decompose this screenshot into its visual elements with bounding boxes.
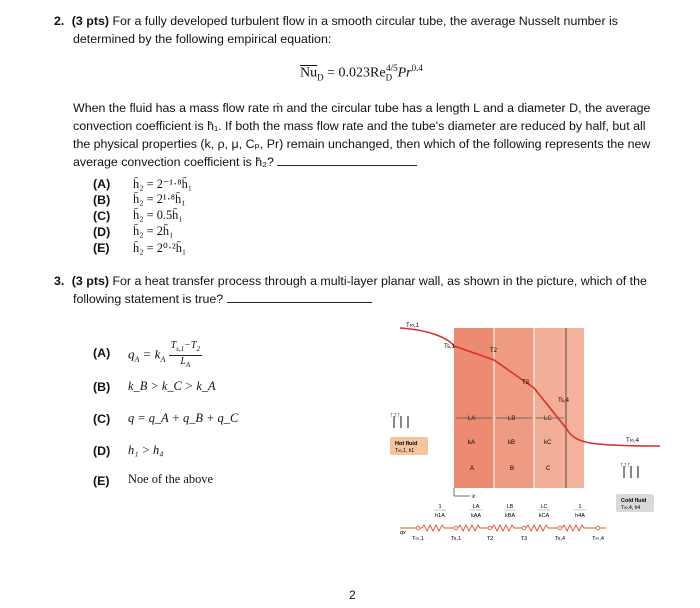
q2-points: (3 pts) [71,14,109,28]
question-2 [54,12,674,48]
q2-body-line1: When the fluid has a mass flow rate ṁ and the circular tube has a length L and a diameter D, the average [73,101,651,115]
label-t-inf4: T∞,4 [626,438,639,444]
q3-option-a-label: (A) [93,346,111,360]
svg-text:h4A: h4A [575,513,585,519]
label-kb: kB [508,440,516,446]
q2-number: 2. [54,14,65,28]
label-lc: LC [544,416,552,422]
hot-fluid-label: Hot fluid [395,441,418,447]
q3-option-c-label: (C) [93,412,111,426]
thermal-circuit [400,525,606,531]
q2-body-line2: convection coefficient is h̄₁. If both the mass flow rate and the tube's diameter are reduced by half, but all [73,119,646,133]
layer-b [494,328,534,488]
q3-stem-line1: For a heat transfer process through a multi-layer planar wall, as shown in the picture, which of the [112,274,647,288]
layer-b-letter: B [510,466,515,472]
q3-option-b: k_B > k_C > k_A [128,379,216,393]
layer-c-letter: C [546,466,551,472]
q3-option-d-label: (D) [93,444,111,458]
q2-option-a-label: (A) [93,177,111,191]
label-ka: kA [468,440,476,446]
x-axis-label: x [472,494,475,500]
q2-equation: $\overline{Nu}_D = 0.023Re_D^{4/5}Pr^{0.4}$ [300,63,423,83]
q3-stem-line2: following statement is true? [73,292,227,306]
label-la: LA [468,416,476,422]
svg-text:1: 1 [578,504,582,510]
q2-stem-line1: For a fully developed turbulent flow in a smooth circular tube, the average Nusselt number is [112,14,618,28]
q2-stem-line2: determined by the following empirical equation: [73,32,332,46]
label-ts1: Ts,1 [444,344,456,350]
q2-option-c-label: (C) [93,209,111,223]
q3-number: 3. [54,274,65,288]
layer-a [454,328,494,488]
svg-text:T∞,1: T∞,1 [412,536,424,542]
q3-option-c: q = q_A + q_B + q_C [128,411,239,425]
circuit-q-label: qx [400,530,406,536]
q3-option-d: h₁ > h₄ [128,443,164,457]
label-t-inf1: T∞,1 [406,323,419,329]
question-3 [54,272,674,308]
q3-option-e: Noe of the above [128,472,213,486]
q2-body [73,99,673,171]
cold-fluid-sub: T∞,4, h4 [621,505,641,511]
hot-fluid-arrowheads: ↑↑↑ [390,412,401,419]
svg-text:T2: T2 [486,536,494,542]
svg-text:Ts,1: Ts,1 [450,536,462,542]
q2-option-b: h̄₂ = 2¹·⁸h̄₁ [133,192,186,206]
svg-text:kAA: kAA [470,513,482,519]
resistance-labels [435,504,585,519]
q3-option-b-label: (B) [93,380,111,394]
hot-fluid-sub: T∞,1, h1 [395,448,415,454]
q3-option-a: $q_A = k_A$ $\frac{T_{s,1}-T_2}{L_A}$ [128,340,200,369]
q2-option-c: h̄₂ = 0.5h̄₁ [133,208,183,222]
q2-option-e: h̄₂ = 2⁰·²h̄₁ [133,241,187,255]
q2-body-line3: the physical properties (k, ρ, μ, Cₚ, Pr) remain unchanged, then which of the following represents the new [73,137,651,151]
q3-option-e-label: (E) [93,474,110,488]
cold-fluid-label: Cold fluid [621,498,647,504]
label-t2: T2 [490,348,498,354]
cold-fluid-arrowheads: ↑↑↑ [620,462,631,469]
page-number: 2 [349,588,356,602]
q2-answer-blank[interactable] [277,153,417,166]
q3-points: (3 pts) [71,274,109,288]
label-t3: T3 [522,380,530,386]
q2-body-line4: average convection coefficient is h̄₂? [73,155,278,169]
eq-nu: $\overline{Nu}$ [300,65,318,81]
svg-text:kBA: kBA [504,513,516,519]
svg-text:1: 1 [438,504,442,510]
svg-text:LA: LA [472,504,480,510]
svg-text:LB: LB [506,504,514,510]
svg-text:kCA: kCA [538,513,550,519]
label-kc: kC [544,440,552,446]
svg-text:T3: T3 [520,536,528,542]
q2-option-b-label: (B) [93,193,111,207]
svg-text:T∞,4: T∞,4 [592,536,604,542]
label-ts4: Ts,4 [558,398,570,404]
svg-text:LC: LC [540,504,548,510]
svg-text:h1A: h1A [435,513,445,519]
svg-text:Ts,4: Ts,4 [554,536,566,542]
q3-answer-blank[interactable] [227,290,372,303]
q2-option-d-label: (D) [93,225,111,239]
q2-option-d: h̄₂ = 2h̄₁ [133,224,174,238]
q2-option-e-label: (E) [93,241,110,255]
circuit-node-labels [412,536,604,542]
layer-a-letter: A [470,466,475,472]
q2-option-a: h̄₂ = 2⁻¹·⁸h̄₁ [133,177,193,191]
label-lb: LB [508,416,516,422]
multilayer-wall-figure [370,318,670,558]
